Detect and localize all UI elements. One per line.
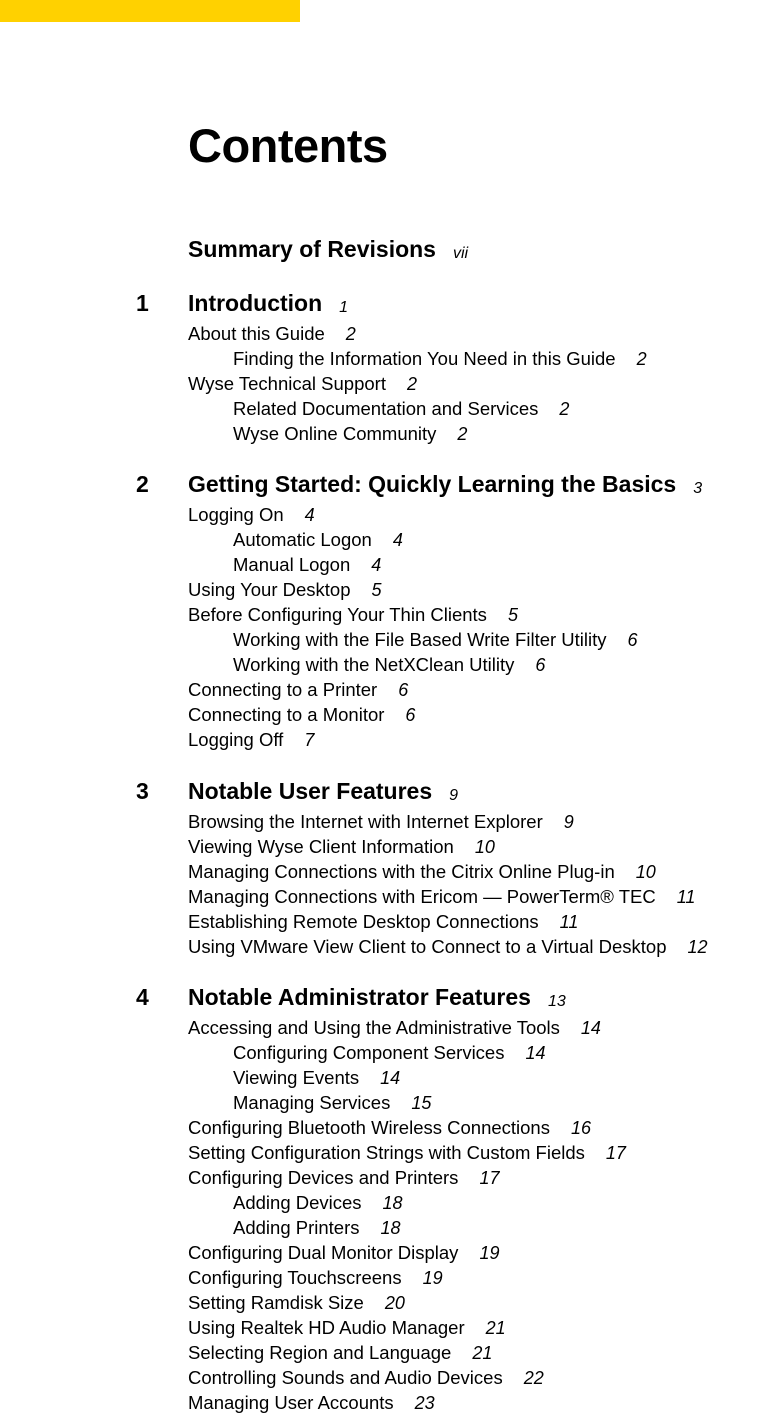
toc-subsection-entry[interactable] bbox=[0, 346, 770, 371]
toc-summary-entry[interactable] bbox=[188, 236, 468, 263]
entry-page-number: 6 bbox=[627, 630, 638, 650]
toc-section-entry[interactable] bbox=[0, 809, 770, 834]
chapter-page-number: 3 bbox=[693, 480, 703, 497]
entry-title: Finding the Information You Need in this Guide bbox=[233, 348, 616, 369]
entry-title: Logging Off bbox=[188, 729, 284, 750]
entry-page-number: 16 bbox=[570, 1118, 592, 1138]
toc-section-entry[interactable] bbox=[0, 1390, 770, 1415]
toc-subsection-entry[interactable] bbox=[0, 1215, 770, 1240]
entry-page-number: 10 bbox=[635, 862, 656, 882]
entry-title: Configuring Bluetooth Wireless Connections bbox=[188, 1117, 550, 1138]
chapter-title: Getting Started: Quickly Learning the Basics bbox=[188, 471, 677, 497]
entry-title: Configuring Devices and Printers bbox=[188, 1167, 459, 1188]
entry-page-number: 11 bbox=[676, 887, 696, 907]
entry-page-number: 17 bbox=[479, 1168, 500, 1188]
toc-subsection-entry[interactable] bbox=[0, 527, 770, 552]
toc-section-entry[interactable] bbox=[0, 1015, 770, 1040]
toc-section-entry[interactable] bbox=[0, 1165, 770, 1190]
entry-page-number: 4 bbox=[304, 505, 315, 525]
toc-entry-list bbox=[0, 809, 770, 959]
entry-title: Automatic Logon bbox=[233, 529, 372, 550]
entry-page-number: 23 bbox=[414, 1393, 435, 1413]
toc-section-entry[interactable] bbox=[0, 1115, 770, 1140]
toc-section-entry[interactable] bbox=[0, 602, 770, 627]
entry-page-number: 4 bbox=[392, 530, 403, 550]
toc-section-entry[interactable] bbox=[0, 1315, 770, 1340]
toc-section-entry[interactable] bbox=[0, 1340, 770, 1365]
entry-page-number: 22 bbox=[523, 1368, 544, 1388]
entry-page-number: 14 bbox=[580, 1018, 601, 1038]
entry-page-number: 6 bbox=[398, 680, 409, 700]
chapter-heading[interactable] bbox=[188, 288, 348, 322]
summary-title: Summary of Revisions bbox=[188, 236, 436, 262]
toc-section-entry[interactable] bbox=[0, 1265, 770, 1290]
entry-page-number: 6 bbox=[535, 655, 546, 675]
entry-page-number: 4 bbox=[371, 555, 382, 575]
toc-subsection-entry[interactable] bbox=[0, 1065, 770, 1090]
page-title: Contents bbox=[188, 119, 388, 172]
chapter-title: Introduction bbox=[188, 290, 323, 316]
toc-subsection-entry[interactable] bbox=[0, 652, 770, 677]
entry-title: Before Configuring Your Thin Clients bbox=[188, 604, 487, 625]
entry-page-number: 5 bbox=[371, 580, 382, 600]
entry-title: Adding Printers bbox=[233, 1217, 360, 1238]
toc-section-entry[interactable] bbox=[0, 677, 770, 702]
chapter-title: Notable Administrator Features bbox=[188, 984, 531, 1010]
chapter-page-number: 13 bbox=[547, 993, 566, 1010]
chapter-title: Notable User Features bbox=[188, 778, 433, 804]
entry-title: Managing Connections with the Citrix Online Plug-in bbox=[188, 861, 615, 882]
entry-title: Using VMware View Client to Connect to a Virtual Desktop bbox=[188, 936, 667, 957]
entry-title: Using Your Desktop bbox=[188, 579, 351, 600]
toc-section-entry[interactable] bbox=[0, 502, 770, 527]
entry-title: Selecting Region and Language bbox=[188, 1342, 452, 1363]
toc-subsection-entry[interactable] bbox=[0, 1190, 770, 1215]
chapter-number: 2 bbox=[136, 471, 149, 497]
toc-section-entry[interactable] bbox=[0, 1240, 770, 1265]
entry-page-number: 2 bbox=[457, 424, 468, 444]
chapter-page-number: 1 bbox=[339, 299, 349, 316]
entry-title: Wyse Online Community bbox=[233, 423, 437, 444]
chapter-page-number: 9 bbox=[449, 787, 459, 804]
entry-title: Viewing Events bbox=[233, 1067, 360, 1088]
entry-page-number: 19 bbox=[479, 1243, 500, 1263]
entry-title: Related Documentation and Services bbox=[233, 398, 539, 419]
entry-page-number: 18 bbox=[380, 1218, 401, 1238]
chapter-heading[interactable] bbox=[188, 469, 702, 503]
chapter-heading[interactable] bbox=[188, 776, 458, 810]
entry-title: Viewing Wyse Client Information bbox=[188, 836, 454, 857]
entry-title: About this Guide bbox=[188, 323, 325, 344]
entry-page-number: 20 bbox=[384, 1293, 405, 1313]
entry-title: Configuring Touchscreens bbox=[188, 1267, 402, 1288]
toc-section-entry[interactable] bbox=[0, 934, 770, 959]
entry-page-number: 7 bbox=[304, 730, 315, 750]
toc-section-entry[interactable] bbox=[0, 371, 770, 396]
entry-page-number: 21 bbox=[472, 1343, 493, 1363]
toc-section-entry[interactable] bbox=[0, 1140, 770, 1165]
entry-title: Setting Configuration Strings with Custom Fields bbox=[188, 1142, 585, 1163]
toc-subsection-entry[interactable] bbox=[0, 627, 770, 652]
entry-title: Wyse Technical Support bbox=[188, 373, 386, 394]
entry-title: Establishing Remote Desktop Connections bbox=[188, 911, 539, 932]
entry-title: Manual Logon bbox=[233, 554, 351, 575]
toc-entry-list bbox=[0, 1015, 770, 1415]
entry-page-number: 10 bbox=[474, 837, 495, 857]
entry-title: Using Realtek HD Audio Manager bbox=[188, 1317, 465, 1338]
chapter-heading[interactable] bbox=[188, 982, 566, 1016]
entry-page-number: 17 bbox=[605, 1143, 626, 1163]
entry-title: Managing Services bbox=[233, 1092, 391, 1113]
header-accent-bar bbox=[0, 0, 300, 22]
entry-title: Managing Connections with Ericom — PowerTerm® TEC bbox=[188, 886, 656, 907]
entry-title: Configuring Dual Monitor Display bbox=[188, 1242, 459, 1263]
entry-title: Adding Devices bbox=[233, 1192, 362, 1213]
entry-title: Configuring Component Services bbox=[233, 1042, 505, 1063]
entry-page-number: 11 bbox=[559, 912, 579, 932]
toc-section-entry[interactable] bbox=[0, 909, 770, 934]
entry-page-number: 18 bbox=[382, 1193, 403, 1213]
entry-page-number: 9 bbox=[563, 812, 574, 832]
toc-section-entry[interactable] bbox=[0, 1365, 770, 1390]
toc-subsection-entry[interactable] bbox=[0, 421, 770, 446]
entry-page-number: 12 bbox=[687, 937, 708, 957]
entry-page-number: 19 bbox=[422, 1268, 443, 1288]
toc-subsection-entry[interactable] bbox=[0, 552, 770, 577]
entry-page-number: 5 bbox=[507, 605, 518, 625]
entry-page-number: 6 bbox=[405, 705, 416, 725]
entry-page-number: 21 bbox=[485, 1318, 506, 1338]
toc-section-entry[interactable] bbox=[0, 321, 770, 346]
entry-page-number: 2 bbox=[559, 399, 570, 419]
entry-page-number: 2 bbox=[636, 349, 647, 369]
toc-subsection-entry[interactable] bbox=[0, 1040, 770, 1065]
entry-page-number: 14 bbox=[525, 1043, 546, 1063]
toc-subsection-entry[interactable] bbox=[0, 1090, 770, 1115]
entry-page-number: 2 bbox=[406, 374, 417, 394]
toc-subsection-entry[interactable] bbox=[0, 396, 770, 421]
toc-section-entry[interactable] bbox=[0, 859, 770, 884]
entry-title: Logging On bbox=[188, 504, 284, 525]
entry-title: Accessing and Using the Administrative Tools bbox=[188, 1017, 560, 1038]
entry-title: Setting Ramdisk Size bbox=[188, 1292, 364, 1313]
entry-title: Working with the File Based Write Filter Utility bbox=[233, 629, 607, 650]
toc-section-entry[interactable] bbox=[0, 1290, 770, 1315]
toc-section-entry[interactable] bbox=[0, 834, 770, 859]
entry-title: Connecting to a Printer bbox=[188, 679, 378, 700]
entry-page-number: 15 bbox=[411, 1093, 432, 1113]
summary-page-number: vii bbox=[452, 245, 469, 262]
entry-title: Working with the NetXClean Utility bbox=[233, 654, 515, 675]
entry-title: Connecting to a Monitor bbox=[188, 704, 385, 725]
toc-section-entry[interactable] bbox=[0, 727, 770, 752]
chapter-number: 4 bbox=[136, 984, 149, 1010]
entry-title: Controlling Sounds and Audio Devices bbox=[188, 1367, 503, 1388]
toc-section-entry[interactable] bbox=[0, 702, 770, 727]
toc-entry-list bbox=[0, 321, 770, 446]
entry-title: Browsing the Internet with Internet Explorer bbox=[188, 811, 543, 832]
entry-page-number: 14 bbox=[380, 1068, 401, 1088]
toc-section-entry[interactable] bbox=[0, 884, 770, 909]
toc-entry-list bbox=[0, 502, 770, 752]
toc-section-entry[interactable] bbox=[0, 577, 770, 602]
entry-title: Managing User Accounts bbox=[188, 1392, 394, 1413]
entry-page-number: 2 bbox=[345, 324, 356, 344]
chapter-number: 1 bbox=[136, 290, 149, 316]
chapter-number: 3 bbox=[136, 778, 149, 804]
